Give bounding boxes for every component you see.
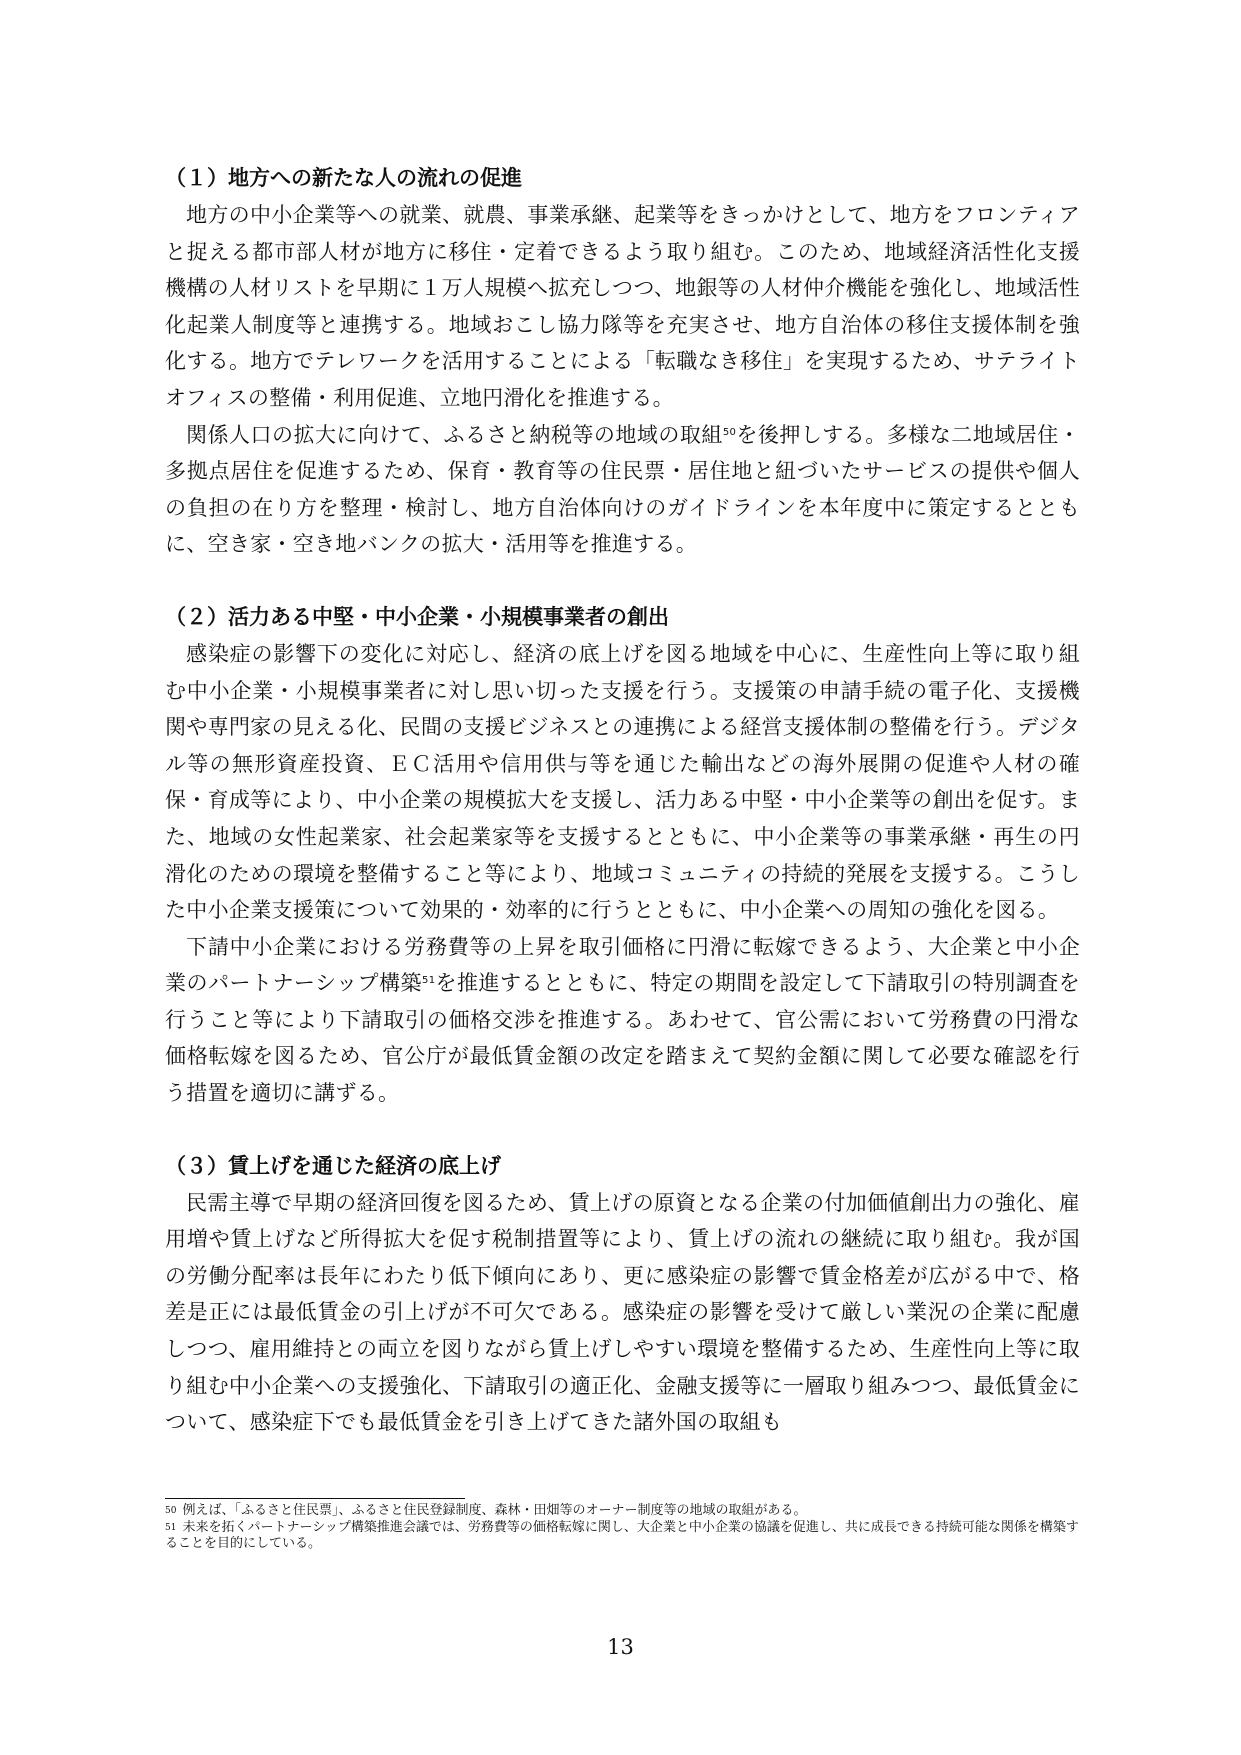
page-number: 13	[607, 1635, 634, 1659]
footnote-text: 例えば、「ふるさと住民票」、ふるさと住民登録制度、森林・田畑等のオーナー制度等の地域の取組がある。	[182, 1503, 807, 1518]
footnote-reference[interactable]: 51	[422, 975, 436, 987]
footnote-text: 未来を拓くパートナーシップ構築推進会議では、労務費等の価格転嫁に関し、大企業と中小企業の協議を促進し、共に成長できる持続可能な関係を構築することを目的にしている。	[165, 1519, 1079, 1551]
section-2	[165, 599, 1080, 1112]
section-heading: （３）賃上げを通じた経済の底上げ	[165, 1153, 501, 1178]
paragraph	[165, 417, 1080, 563]
paragraph: 地方の中小企業等への就業、就農、事業承継、起業等をきっかけとして、地方をフロンティアと捉える都市部人材が地方に移住・定着できるよう取り組む。このため、地域経済活性化支援機構の人材リストを早期に１万人規模へ拡充しつつ、地銀等の人材仲介機能を強化し、地域活性化起業人制度等と連携する。地域おこし協力隊等を充実させ、地方自治体の移住支援体制を強化する。地方でテレワークを活用することによる「転職なき移住」を実現するため、サテライトオフィスの整備・利用促進、立地円滑化を推進する。	[165, 203, 1080, 410]
footnote-reference[interactable]: 50	[722, 426, 737, 438]
footnote-51	[165, 1520, 1080, 1553]
footnotes	[165, 1503, 1080, 1553]
section-3	[165, 1148, 1080, 1441]
footnote-50	[165, 1503, 1080, 1520]
section-spacer	[165, 563, 1080, 599]
paragraph: 感染症の影響下の変化に対応し、経済の底上げを図る地域を中心に、生産性向上等に取り組む中小企業・小規模事業者に対し思い切った支援を行う。支援策の申請手続の電子化、支援機関や専門家の見える化、民間の支援ビジネスとの連携による経営支援体制の整備を行う。デジタル等の無形資産投資、ＥＣ活用や信用供与等を通じた輸出などの海外展開の促進や人材の確保・育成等により、中小企業の規模拡大を支援し、活力ある中堅・中小企業等の創出を促す。また、地域の女性起業家、社会起業家等を支援するとともに、中小企業等の事業承継・再生の円滑化のための環境を整備すること等により、地域コミュニティの持続的発展を支援する。こうした中小企業支援策について効果的・効率的に行うとともに、中小企業への周知の強化を図る。	[165, 641, 1080, 923]
section-heading: （２）活力ある中堅・中小企業・小規模事業者の創出	[165, 604, 669, 629]
footnote-mark: 51	[165, 1522, 177, 1533]
paragraph-text: 下請中小企業における労務費等の上昇を取引価格に円滑に転嫁できるよう、大企業と中小企業のパートナーシップ構築	[165, 934, 1080, 996]
paragraph-text: を後押しする。多様な二地域居住・多拠点居住を促進するため、保育・教育等の住民票・居住地と紐づいたサービスの提供や個人の負担の在り方を整理・検討し、地方自治体向けのガイドラインを本年度中に策定するとともに、空き家・空き地バンクの拡大・活用等を推進する。	[165, 422, 1080, 557]
section-1	[165, 160, 1080, 563]
main-content	[165, 160, 1080, 1441]
paragraph: 民需主導で早期の経済回復を図るため、賃上げの原資となる企業の付加価値創出力の強化、雇用増や賃上げなど所得拡大を促す税制措置等により、賃上げの流れの継続に取り組む。我が国の労働分配率は長年にわたり低下傾向にあり、更に感染症の影響で賃金格差が広がる中で、格差是正には最低賃金の引上げが不可欠である。感染症の影響を受けて厳しい業況の企業に配慮しつつ、雇用維持との両立を図りながら賃上げしやすい環境を整備するため、生産性向上等に取り組む中小企業への支援強化、下請取引の適正化、金融支援等に一層取り組みつつ、最低賃金について、感染症下でも最低賃金を引き上げてきた諸外国の取組も	[165, 1190, 1080, 1435]
section-heading: （１）地方への新たな人の流れの促進	[165, 166, 522, 190]
paragraph-text: を推進するとともに、特定の期間を設定して下請取引の特別調査を行うこと等により下請取引の価格交渉を推進する。あわせて、官公需において労務費の円滑な価格転嫁を図るため、官公庁が最低賃金額の改定を踏まえて契約金額に関して必要な確認を行う措置を適切に講ずる。	[165, 971, 1081, 1106]
footnote-divider	[165, 1498, 465, 1499]
section-spacer	[165, 1112, 1080, 1148]
footnote-mark: 50	[165, 1506, 177, 1516]
paragraph	[165, 929, 1080, 1112]
paragraph-text: 関係人口の拡大に向けて、ふるさと納税等の地域の取組	[186, 422, 723, 447]
